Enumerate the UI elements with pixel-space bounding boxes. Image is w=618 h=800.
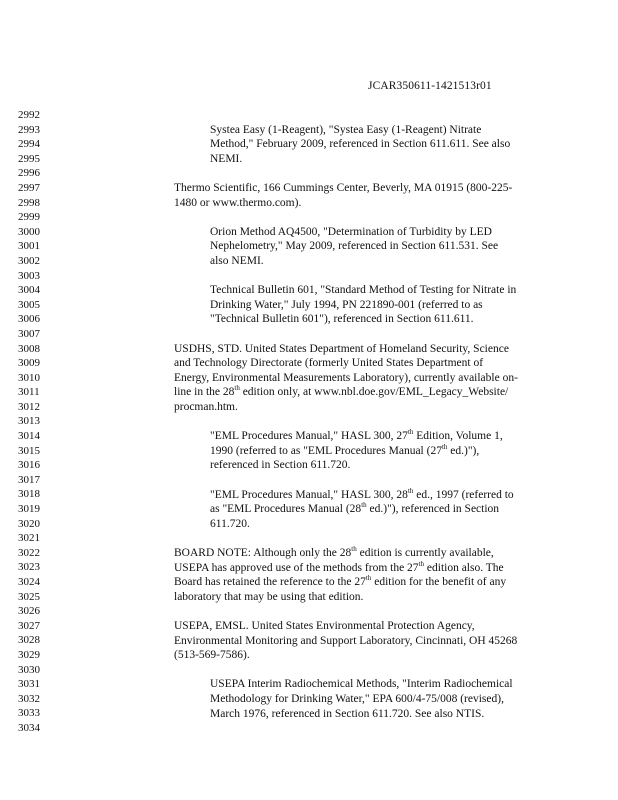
line-number: 3032 xyxy=(18,692,40,705)
text-segment: as "EML Procedures Manual (28 xyxy=(210,503,362,516)
line-number: 3029 xyxy=(18,648,40,661)
line-number: 3000 xyxy=(18,225,40,238)
text-segment: "EML Procedures Manual," HASL 300, 28 xyxy=(210,488,408,501)
text-line: laboratory that may be using that edition. xyxy=(174,590,364,603)
line-number: 3021 xyxy=(18,532,40,545)
line-number: 3015 xyxy=(18,444,40,457)
line-number: 3010 xyxy=(18,371,40,384)
line-number: 2996 xyxy=(18,167,40,180)
text-segment: edition only, at www.nbl.doe.gov/EML_Legacy_Website/ xyxy=(239,386,509,399)
text-line xyxy=(174,546,494,561)
text-line: NEMI. xyxy=(210,152,243,165)
line-number: 3028 xyxy=(18,634,40,647)
text-segment: BOARD NOTE: Although only the 28 xyxy=(174,547,352,559)
text-line: "Technical Bulletin 601"), referenced in Section 611.611. xyxy=(210,313,474,326)
text-line: (513-569-7586). xyxy=(174,649,250,662)
line-number: 3011 xyxy=(18,386,40,399)
line-number: 3033 xyxy=(18,707,40,720)
text-line: 1480 or www.thermo.com). xyxy=(174,196,302,209)
text-line: and Technology Directorate (formerly United States Department of xyxy=(174,357,484,370)
text-line: Energy, Environmental Measurements Laboratory), currently available on- xyxy=(174,371,518,384)
ordinal-superscript: th xyxy=(407,428,414,437)
line-number: 3008 xyxy=(18,342,40,355)
ordinal-superscript: th xyxy=(234,384,240,393)
text-line: Orion Method AQ4500, "Determination of Turbidity by LED xyxy=(210,225,492,238)
ordinal-superscript: th xyxy=(441,442,448,451)
line-number: 3034 xyxy=(18,721,40,734)
line-number: 2992 xyxy=(18,109,40,121)
text-segment: edition is currently available, xyxy=(356,547,494,559)
line-number: 3027 xyxy=(18,619,40,632)
line-number: 2994 xyxy=(18,138,40,151)
text-line: Methodology for Drinking Water," EPA 600/4-75/008 (revised), xyxy=(210,693,504,705)
line-number: 3018 xyxy=(18,488,40,501)
line-number: 3009 xyxy=(18,357,40,370)
text-line: Environmental Monitoring and Support Laboratory, Cincinnati, OH 45268 xyxy=(174,634,518,647)
text-line xyxy=(174,561,504,576)
line-number: 3022 xyxy=(18,546,40,559)
line-number: 3020 xyxy=(18,517,40,530)
line-number: 2999 xyxy=(18,211,40,224)
line-number: 3030 xyxy=(18,663,40,676)
text-line: USDHS, STD. United States Department of Homeland Security, Science xyxy=(174,342,509,355)
line-number: 2998 xyxy=(18,196,40,209)
text-segment: USEPA has approved use of the methods from the 27 xyxy=(174,561,419,574)
text-line xyxy=(210,429,503,444)
text-line xyxy=(174,385,508,400)
document-id-header: JCAR350611-1421513r01 xyxy=(368,80,492,92)
text-segment: ed., 1997 (referred to xyxy=(413,488,514,501)
line-number: 3013 xyxy=(18,415,40,428)
line-number: 3023 xyxy=(18,561,40,574)
text-line xyxy=(210,488,514,503)
text-line: USEPA, EMSL. United States Environmental Protection Agency, xyxy=(174,620,475,632)
text-line: Technical Bulletin 601, "Standard Method of Testing for Nitrate in xyxy=(210,284,517,297)
line-number: 2997 xyxy=(18,181,40,194)
text-line: Systea Easy (1-Reagent), "Systea Easy (1-Reagent) Nitrate xyxy=(210,123,482,136)
text-segment: "EML Procedures Manual," HASL 300, 27 xyxy=(210,430,408,443)
text-line: procman.htm. xyxy=(174,401,238,413)
line-number: 3014 xyxy=(18,430,40,443)
ordinal-superscript: th xyxy=(407,486,414,495)
text-line: 611.720. xyxy=(210,517,250,530)
text-line xyxy=(174,575,506,590)
text-segment: ed.)"), referenced in Section xyxy=(366,503,500,516)
ordinal-superscript: th xyxy=(361,501,367,510)
text-line: Thermo Scientific, 166 Cummings Center, Beverly, MA 01915 (800-225- xyxy=(174,182,513,194)
ordinal-superscript: th xyxy=(365,574,372,583)
text-line: referenced in Section 611.720. xyxy=(210,459,351,472)
line-number-column xyxy=(18,108,58,736)
line-number: 3019 xyxy=(18,503,40,516)
text-line: March 1976, referenced in Section 611.720. See also NTIS. xyxy=(210,707,485,720)
line-number: 3003 xyxy=(18,269,40,282)
text-segment: Edition, Volume 1, xyxy=(413,430,503,443)
text-segment: line in the 28 xyxy=(174,386,235,399)
line-number: 3031 xyxy=(18,678,40,691)
text-segment: 1990 (referred to as "EML Procedures Manual (27 xyxy=(210,444,442,457)
line-number: 3016 xyxy=(18,459,40,472)
line-number: 3006 xyxy=(18,313,40,326)
line-number: 3005 xyxy=(18,298,40,311)
line-number: 3001 xyxy=(18,240,40,253)
line-number: 3012 xyxy=(18,400,40,413)
text-segment: edition also. The xyxy=(424,561,504,574)
line-number: 3004 xyxy=(18,284,40,297)
text-line: Method," February 2009, referenced in Section 611.611. See also xyxy=(210,138,511,151)
text-line: also NEMI. xyxy=(210,255,264,267)
line-number: 3024 xyxy=(18,576,40,588)
text-line xyxy=(210,502,499,517)
line-number: 2993 xyxy=(18,123,40,136)
text-line: Drinking Water," July 1994, PN 221890-001 (referred to as xyxy=(210,298,483,311)
text-line: USEPA Interim Radiochemical Methods, "Interim Radiochemical xyxy=(210,678,513,691)
text-segment: edition for the benefit of any xyxy=(371,576,507,589)
ordinal-superscript: th xyxy=(418,559,425,568)
line-number: 3007 xyxy=(18,327,40,340)
text-segment: ed.)"), xyxy=(447,444,480,457)
line-number: 3002 xyxy=(18,254,40,267)
line-number: 3025 xyxy=(18,590,40,603)
line-number: 2995 xyxy=(18,152,40,165)
line-number: 3026 xyxy=(18,605,40,618)
ordinal-superscript: th xyxy=(351,545,357,554)
line-number: 3017 xyxy=(18,473,40,486)
text-segment: Board has retained the reference to the 27 xyxy=(174,576,366,589)
text-line: Nephelometry," May 2009, referenced in Section 611.531. See xyxy=(210,240,499,253)
text-line xyxy=(210,444,479,459)
